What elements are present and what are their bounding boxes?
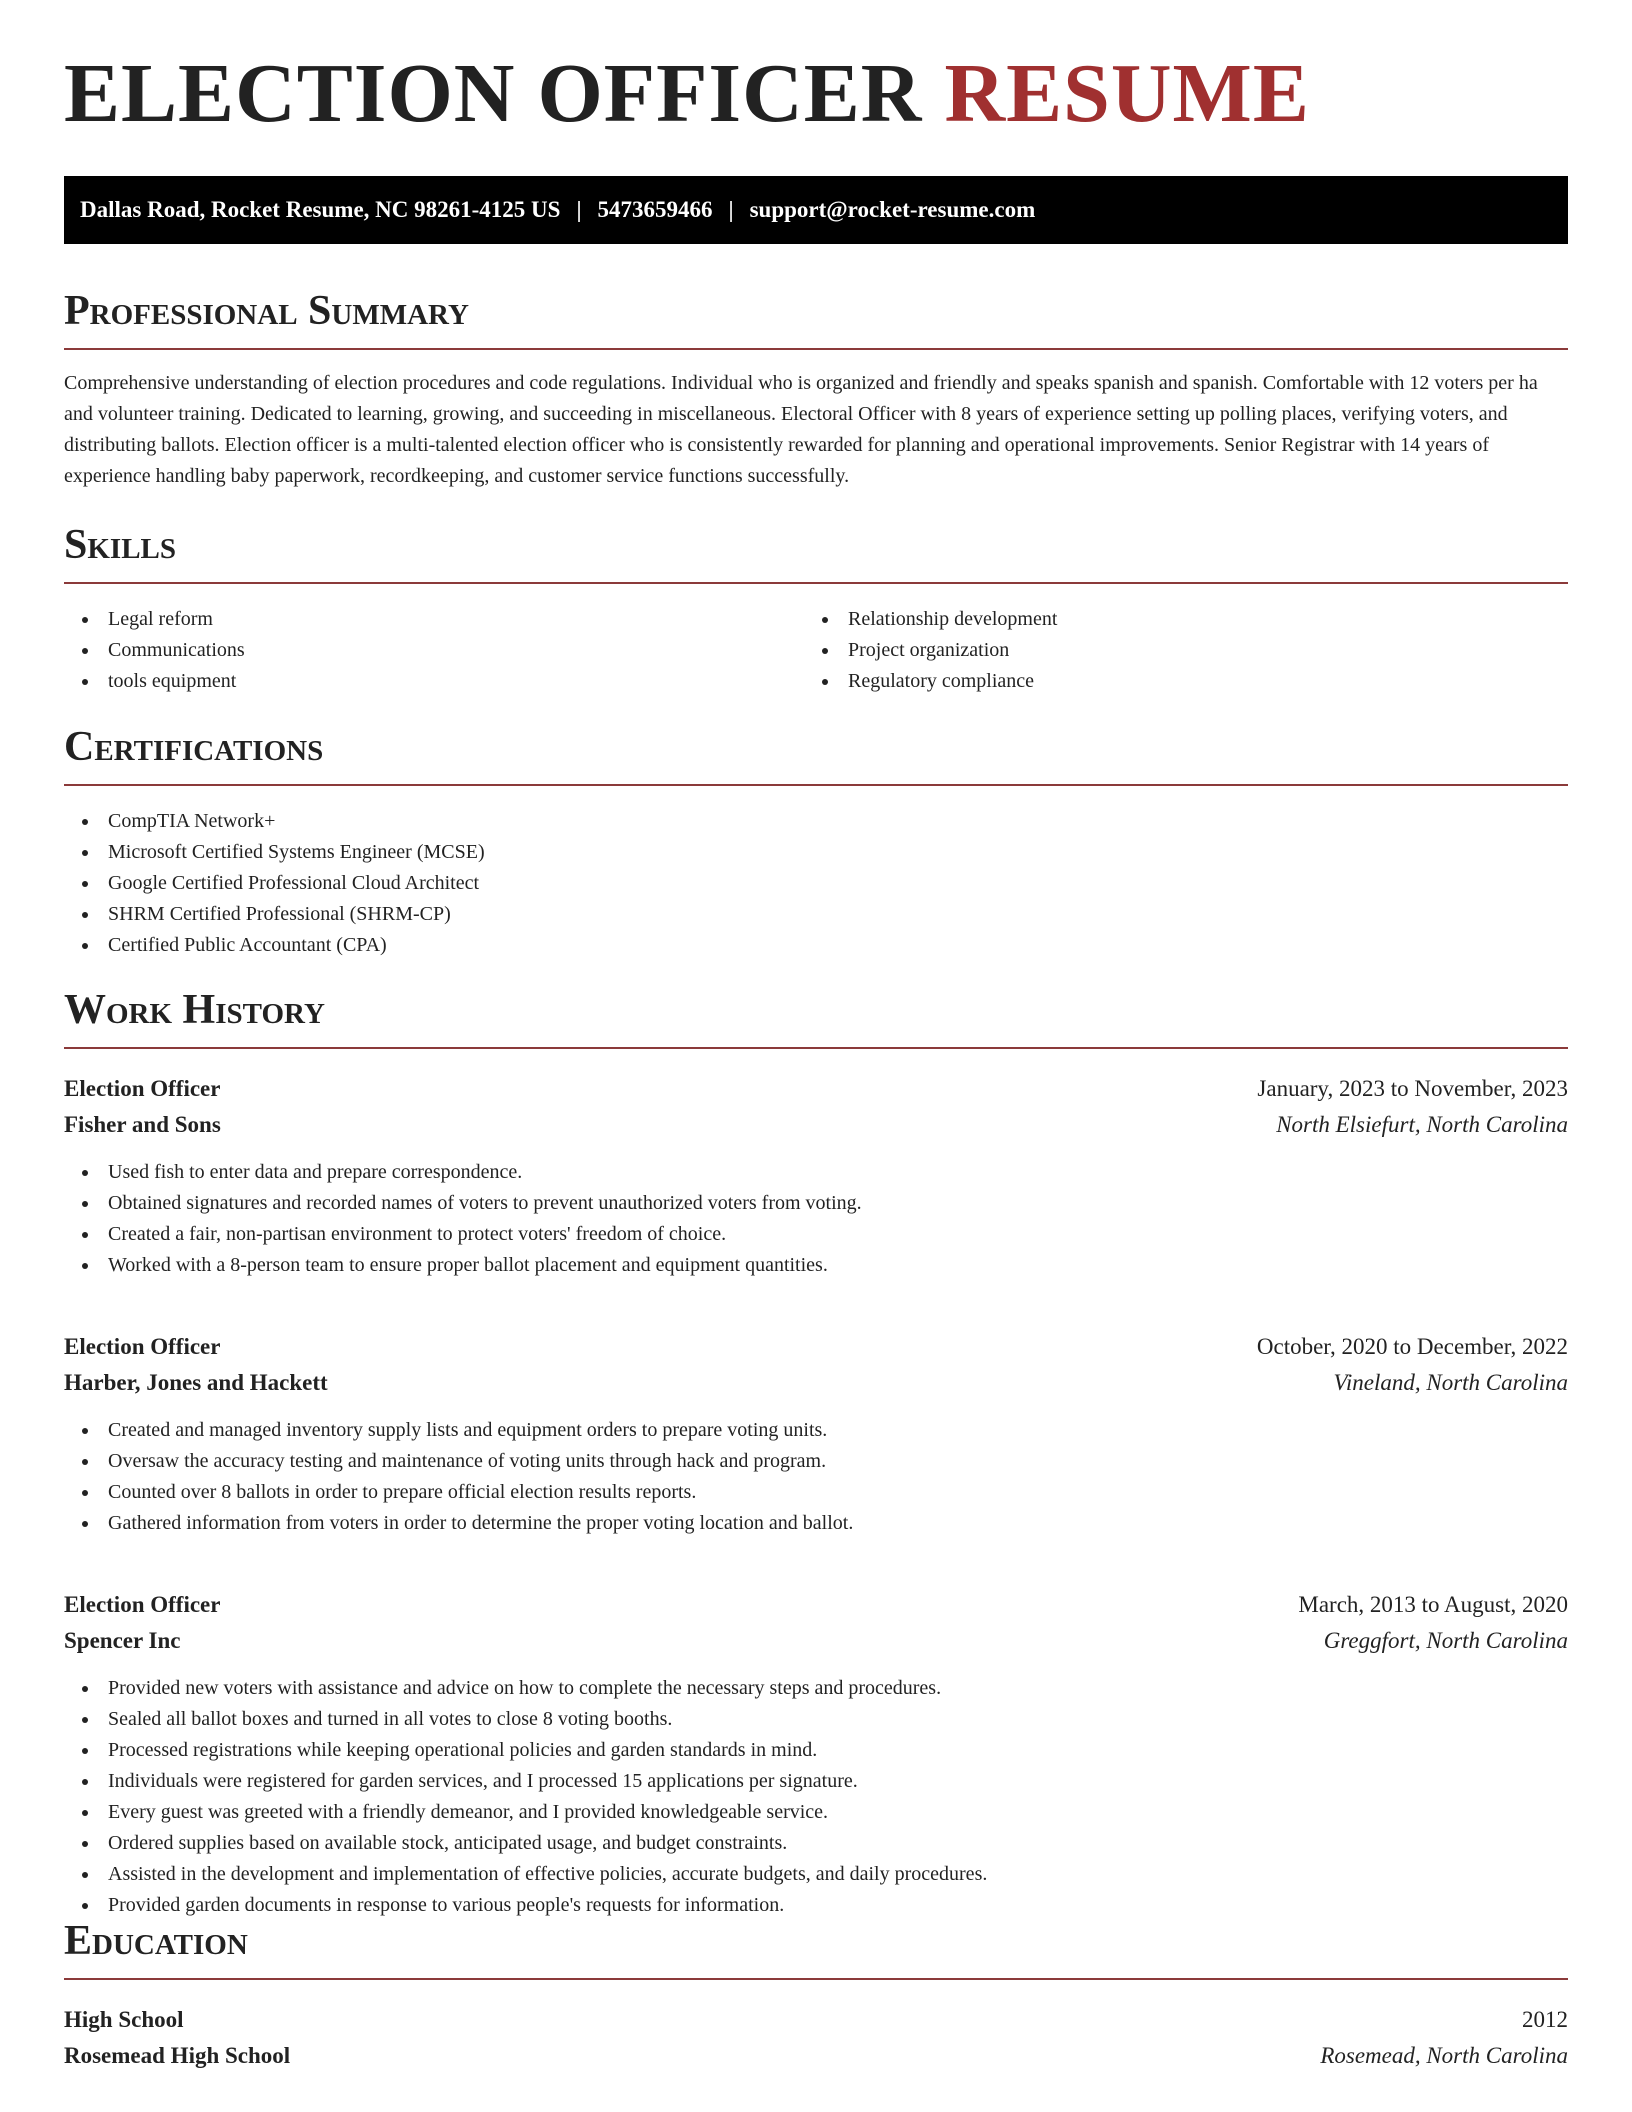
job-bullet: Gathered information from voters in order to determine the proper voting location and ballot. [64,1508,1568,1539]
contact-email: support@rocket-resume.com [749,197,1036,222]
contact-address: Dallas Road, Rocket Resume, NC 98261-4125 US [80,197,561,222]
job-bullets [64,1415,1568,1539]
job-bullet: Processed registrations while keeping operational policies and garden standards in mind. [64,1735,1568,1766]
education-school: Rosemead High School [64,2043,291,2068]
summary-section [64,290,1568,492]
section-heading-education: Education [64,1920,1568,1980]
contact-separator: | [728,197,734,222]
skills-right-list [804,604,1544,697]
skill-item: Regulatory compliance [804,666,1544,697]
job-title: Election Officer [64,1076,221,1101]
title-main: ELECTION OFFICER [64,47,923,140]
work-history-section [64,989,1568,1921]
skill-item: Communications [64,635,804,666]
job-location: North Elsiefurt, North Carolina [1276,1112,1568,1137]
job-entry [64,1071,1568,1281]
job-bullet: Obtained signatures and recorded names of voters to prevent unauthorized voters from voting. [64,1188,1568,1219]
job-bullet: Worked with a 8-person team to ensure proper ballot placement and equipment quantities. [64,1250,1568,1281]
skills-section [64,524,1568,697]
certification-item: Google Certified Professional Cloud Architect [64,868,1568,899]
skills-columns [64,604,1568,697]
education-location: Rosemead, North Carolina [1320,2043,1568,2068]
job-bullets [64,1673,1568,1921]
section-heading-summary: Professional Summary [64,290,1568,350]
job-bullet: Provided new voters with assistance and advice on how to complete the necessary steps and procedures. [64,1673,1568,1704]
job-bullet: Oversaw the accuracy testing and maintenance of voting units through hack and program. [64,1446,1568,1477]
job-dates: March, 2013 to August, 2020 [1298,1592,1568,1617]
job-entry [64,1329,1568,1539]
job-bullet: Every guest was greeted with a friendly demeanor, and I provided knowledgeable service. [64,1797,1568,1828]
job-bullet: Assisted in the development and implementation of effective policies, accurate budgets, and daily procedures. [64,1859,1568,1890]
job-entry [64,1587,1568,1921]
section-heading-certifications: Certifications [64,726,1568,786]
education-section [64,1920,1568,2074]
job-bullet: Individuals were registered for garden services, and I processed 15 applications per signature. [64,1766,1568,1797]
job-company: Spencer Inc [64,1628,181,1653]
section-heading-skills: Skills [64,524,1568,584]
job-company: Fisher and Sons [64,1112,221,1137]
summary-text: Comprehensive understanding of election procedures and code regulations. Individual who is organized and friendly and speaks spanish and spanish. Comfortable with 12 voters per ha and volunteer training. Dedicated to learning, growing, and succeeding in miscellaneous. Electoral Officer with 8 years of experience setting up polling places, verifying voters, and distributing ballots. Election officer is a multi-talented election officer who is consistently rewarded for planning and operational improvements. Senior Registrar with 14 years of experience handling baby paperwork, recordkeeping, and customer service functions successfully. [64,372,1538,487]
job-company: Harber, Jones and Hackett [64,1370,328,1395]
skill-item: Legal reform [64,604,804,635]
skill-item: tools equipment [64,666,804,697]
title-accent: RESUME [944,47,1310,140]
job-title: Election Officer [64,1592,221,1617]
section-heading-work: Work History [64,989,1568,1049]
resume-title [64,47,1310,140]
contact-bar [64,176,1568,244]
certification-item: Certified Public Accountant (CPA) [64,930,1568,961]
certifications-list [64,806,1568,961]
certification-item: CompTIA Network+ [64,806,1568,837]
job-bullet: Sealed all ballot boxes and turned in all votes to close 8 voting booths. [64,1704,1568,1735]
contact-phone: 5473659466 [597,197,713,222]
job-dates: October, 2020 to December, 2022 [1256,1334,1568,1359]
education-degree: High School [64,2007,184,2032]
certifications-section [64,726,1568,961]
job-bullet: Used fish to enter data and prepare correspondence. [64,1157,1568,1188]
education-year: 2012 [1522,2007,1568,2032]
education-entry [64,2002,1568,2074]
job-bullet: Ordered supplies based on available stock, anticipated usage, and budget constraints. [64,1828,1568,1859]
job-bullets [64,1157,1568,1281]
job-location: Vineland, North Carolina [1333,1370,1568,1395]
job-bullet: Provided garden documents in response to various people's requests for information. [64,1890,1568,1921]
job-title: Election Officer [64,1334,221,1359]
certification-item: SHRM Certified Professional (SHRM-CP) [64,899,1568,930]
job-bullet: Created a fair, non-partisan environment to protect voters' freedom of choice. [64,1219,1568,1250]
skill-item: Relationship development [804,604,1544,635]
job-dates: January, 2023 to November, 2023 [1257,1076,1568,1101]
job-bullet: Created and managed inventory supply lists and equipment orders to prepare voting units. [64,1415,1568,1446]
skill-item: Project organization [804,635,1544,666]
certification-item: Microsoft Certified Systems Engineer (MCSE) [64,837,1568,868]
contact-separator: | [576,197,582,222]
skills-left-list [64,604,804,697]
job-bullet: Counted over 8 ballots in order to prepare official election results reports. [64,1477,1568,1508]
job-location: Greggfort, North Carolina [1323,1628,1568,1653]
